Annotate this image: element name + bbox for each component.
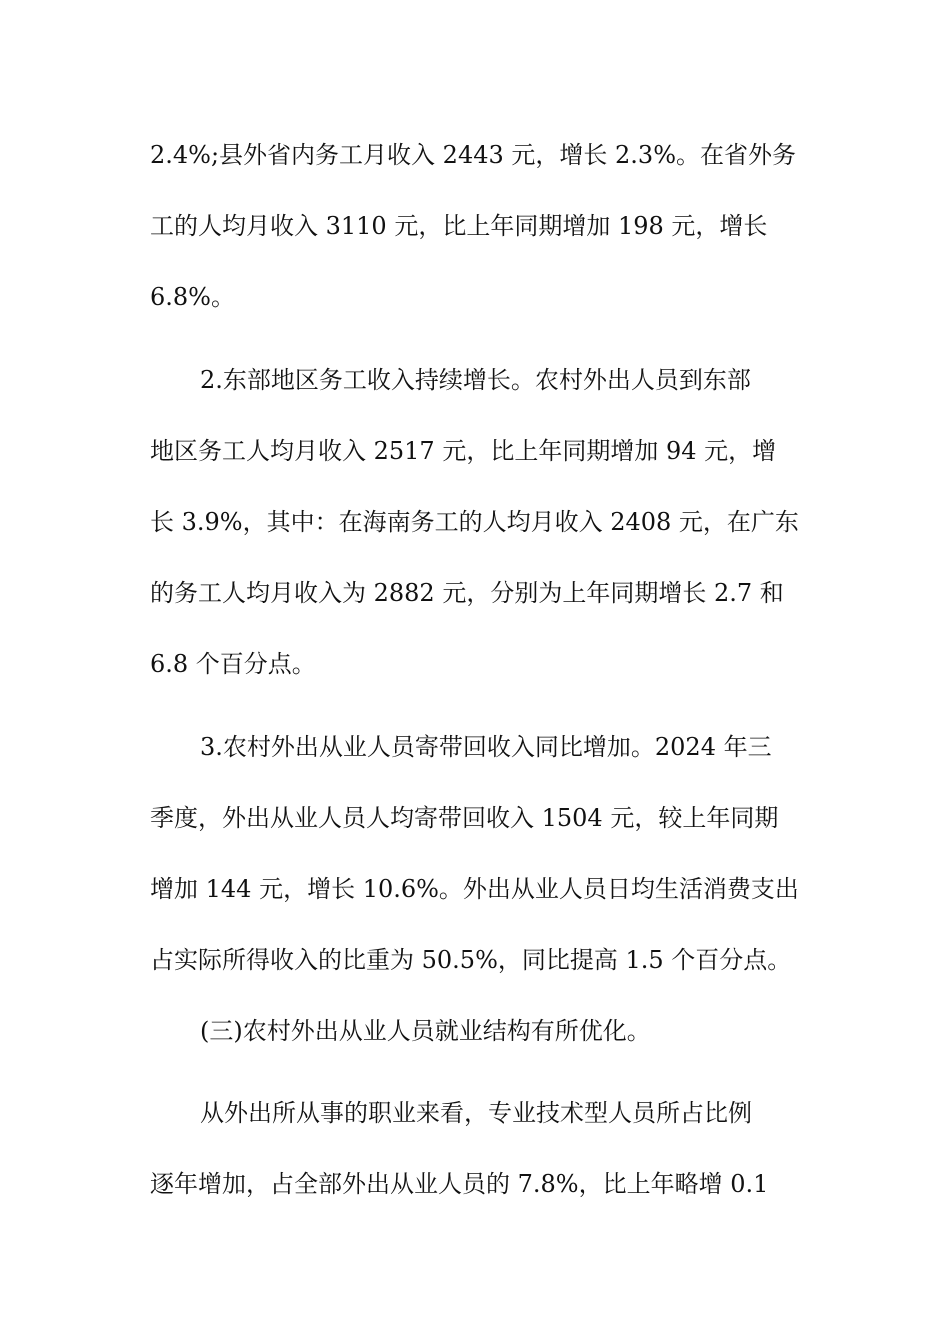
text-line: 2.4%;县外省内务工月收入 2443 元，增长 2.3%。在省外务 xyxy=(150,141,796,169)
text-line: 季度，外出从业人员人均寄带回收入 1504 元，较上年同期 xyxy=(150,804,779,832)
text-line: 工的人均月收入 3110 元，比上年同期增加 198 元，增长 xyxy=(150,212,768,240)
text-line: 占实际所得收入的比重为 50.5%，同比提高 1.5 个百分点。 xyxy=(150,946,792,974)
text-line: 地区务工人均月收入 2517 元，比上年同期增加 94 元，增 xyxy=(150,437,777,465)
text-line: 6.8%。 xyxy=(150,283,235,311)
text-line: 的务工人均月收入为 2882 元，分别为上年同期增长 2.7 和 xyxy=(150,579,784,607)
paragraph-start-line: 从外出所从事的职业来看，专业技术型人员所占比例 xyxy=(200,1099,752,1127)
text-line: 6.8 个百分点。 xyxy=(150,650,316,678)
paragraph-start-line: 3.农村外出从业人员寄带回收入同比增加。2024 年三 xyxy=(200,733,772,761)
text-line: 长 3.9%，其中：在海南务工的人均月收入 2408 元，在广东 xyxy=(150,508,799,536)
section-heading: (三)农村外出从业人员就业结构有所优化。 xyxy=(200,1017,651,1045)
text-line: 增加 144 元，增长 10.6%。外出从业人员日均生活消费支出 xyxy=(150,875,799,903)
paragraph-start-line: 2.东部地区务工收入持续增长。农村外出人员到东部 xyxy=(200,366,751,394)
text-line: 逐年增加，占全部外出从业人员的 7.8%，比上年略增 0.1 xyxy=(150,1170,769,1198)
